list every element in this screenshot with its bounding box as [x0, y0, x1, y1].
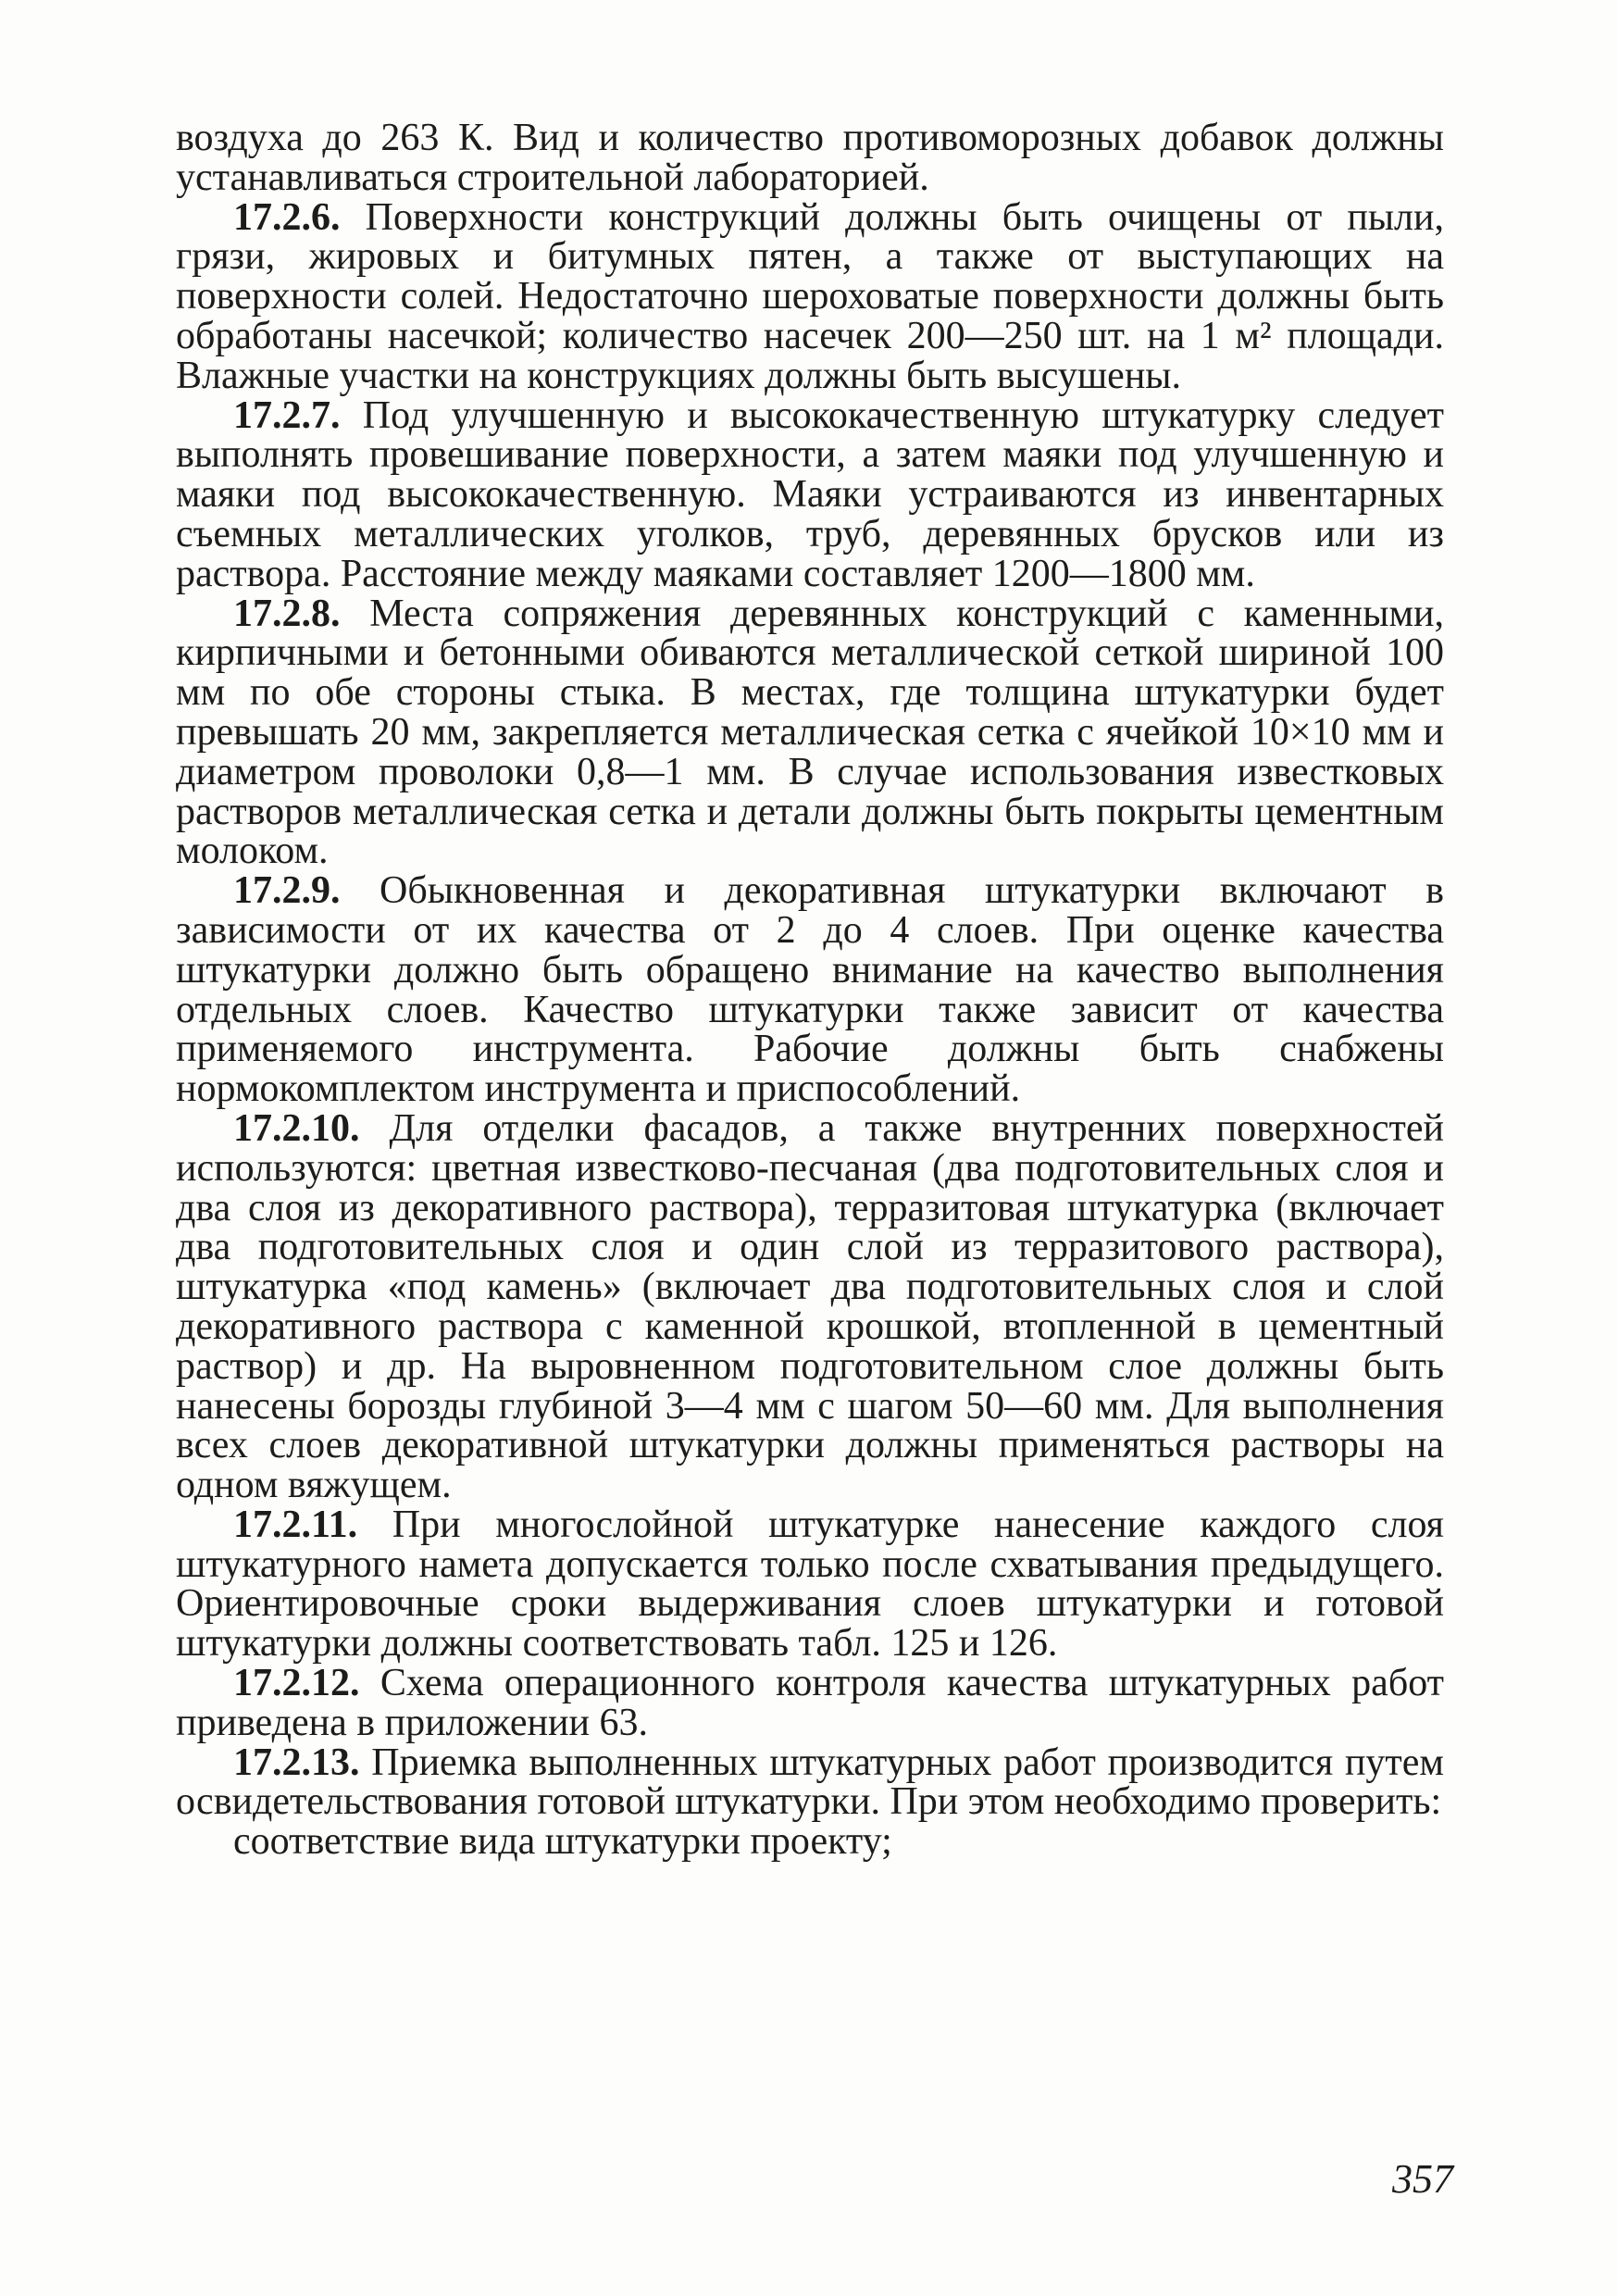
paragraph-text: воздуха до 263 К. Вид и количество противоморозных добавок должны устанавливаться строительной лабораторией. [176, 117, 1444, 199]
paragraph-17-2-11 [176, 1505, 1444, 1664]
paragraph-17-2-9 [176, 871, 1444, 1109]
clause-number: 17.2.7. [233, 393, 341, 437]
paragraph-17-2-8 [176, 594, 1444, 872]
paragraph-text: Поверхности конструкций должны быть очищены от пыли, грязи, жировых и битумных пятен, а также от выступающих на поверхности солей. Недостаточно шероховатые поверхности должны быть обработаны насечкой; количество насечек 200—250 шт. на 1 м² площади. Влажные участки на конструкциях должны быть высушены. [176, 195, 1444, 397]
paragraph-17-2-12 [176, 1664, 1444, 1743]
list-item [176, 1822, 1444, 1862]
page-number: 357 [1392, 2156, 1453, 2202]
paragraph-text: Места сопряжения деревянных конструкций с каменными, кирпичными и бетонными обиваются металлической сеткой шириной 100 мм по обе стороны стыка. В местах, где толщина штукатурки будет превышать 20 мм, закрепляется металлическая сетка с ячейкой 10×10 мм и диаметром проволоки 0,8—1 мм. В случае использования известковых растворов металлическая сетка и детали должны быть покрыты цементным молоком. [176, 592, 1445, 873]
paragraph-17-2-6 [176, 195, 1444, 397]
paragraph-continuation [176, 119, 1444, 198]
paragraph-text: При многослойной штукатурке нанесение каждого слоя штукатурного намета допускается только после схватывания предыдущего. Ориентировочные сроки выдерживания слоев штукатурки и готовой штукатурки должны соответствовать табл. 125 и 126. [176, 1503, 1444, 1666]
clause-number: 17.2.8. [233, 592, 341, 635]
clause-number: 17.2.12. [233, 1662, 360, 1705]
body-text [176, 119, 1444, 1862]
list-item-text: соответствие вида штукатурки проекту; [233, 1820, 892, 1864]
paragraph-text: Для отделки фасадов, а также внутренних поверхностей используются: цветная известково-песчаная (два подготовительных слоя и два слоя из декоративного раствора), терразитовая штукатурка (включает два подготовительных слоя и один слой из терразитового раствора), штукатурка «под камень» (включает два подготовительных слоя и слой декоративного раствора с каменной крошкой, втопленной в цементный раствор) и др. На выровненном подготовительном слое должны быть нанесены борозды глубиной 3—4 мм с шагом 50—60 мм. Для выполнения всех слоев декоративной штукатурки должны применяться растворы на одном вяжущем. [176, 1106, 1445, 1507]
paragraph-text: Обыкновенная и декоративная штукатурки включают в зависимости от их качества от 2 до 4 слоев. При оценке качества штукатурки должно быть обращено внимание на качество выполнения отдельных слоев. Качество штукатурки также зависит от качества применяемого инструмента. Рабочие должны быть снабжены нормокомплектом инструмента и приспособлений. [176, 869, 1445, 1111]
clause-number: 17.2.9. [233, 869, 341, 913]
paragraph-17-2-13 [176, 1743, 1444, 1823]
paragraph-text: Под улучшенную и высококачественную штукатурку следует выполнять провешивание поверхности, а затем маяки под улучшенную и маяки под высококачественную. Маяки устраиваются из инвентарных съемных металлических уголков, труб, деревянных брусков или из раствора. Расстояние между маяками составляет 1200—1800 мм. [176, 393, 1445, 595]
paragraph-17-2-10 [176, 1106, 1445, 1507]
clause-number: 17.2.6. [233, 195, 341, 239]
clause-number: 17.2.11. [233, 1503, 358, 1546]
clause-number: 17.2.13. [233, 1741, 360, 1784]
paragraph-text: Схема операционного контроля качества штукатурных работ приведена в приложении 63. [176, 1662, 1444, 1744]
paragraph-text: Приемка выполненных штукатурных работ производится путем освидетельствования готовой штукатурки. При этом необходимо проверить: [176, 1741, 1444, 1824]
paragraph-17-2-7 [176, 393, 1445, 595]
clause-number: 17.2.10. [233, 1106, 360, 1150]
